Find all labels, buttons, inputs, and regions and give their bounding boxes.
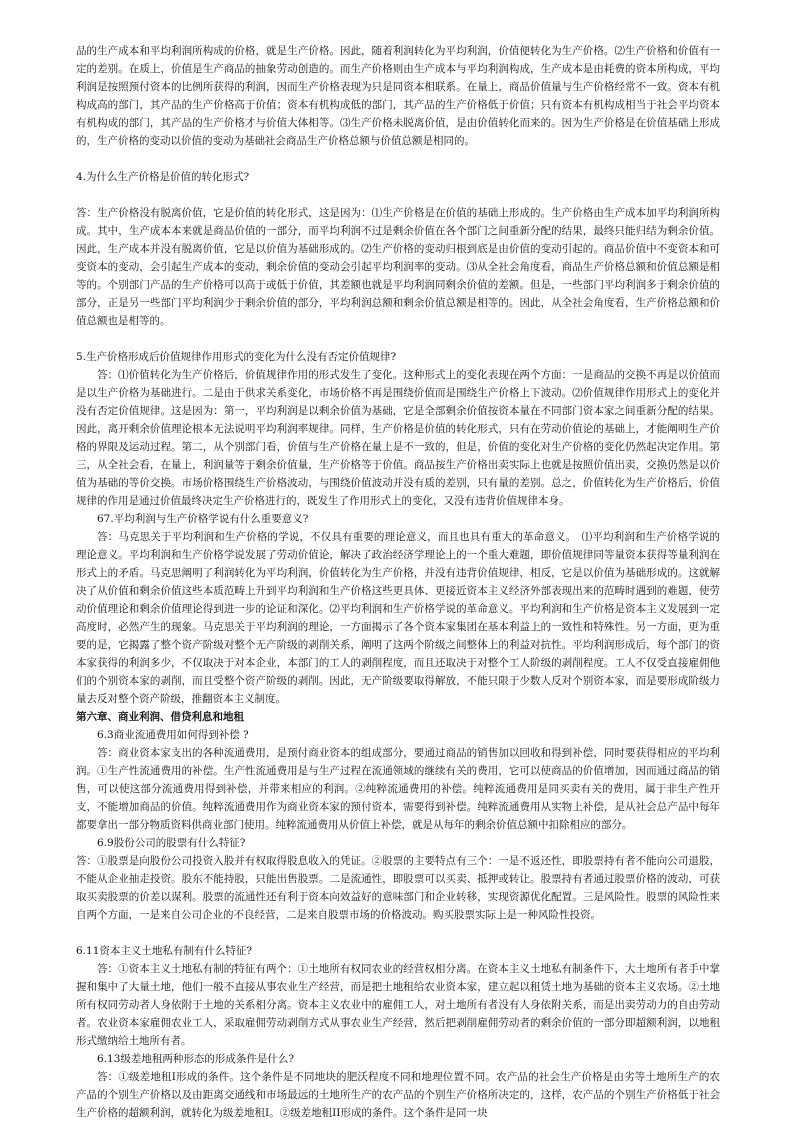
answer-6-13-paragraph: 答：①级差地租I形成的条件。这个条件是不同地块的肥沃程度不同和地理位置不同。农产品的社会生产价格是由劣等土地所生产的农产品的个别生产价格以及由距离交通线和市场最远的土地所生产的农产品的个别生产价格所决定的，这样，农产品的个别生产价格低于社会生产价格的超额利润，就转化为级差地租I。②级差地租II形成的条件。这个条件是同一块 xyxy=(76,1071,720,1119)
answer-6-9-paragraph: 答：①股票是向股份公司投资入股并有权取得股息收入的凭证。②股票的主要特点有三个：一是不返还性，即股票持有者不能向公司退股，不能从企业抽走投资。股东不能持股，只能出售股票。二是流通性，即股票可以买卖、抵押或转让。股票持有者通过股票价格的波动，可获取买卖股票的价差以谋利。股票的流通性还有利于资本向效益好的意味部门和企业转移，实现资源优化配置。三是风险性。股票的风险性来自两个方面，一是来自公司企业的不良经营，二是来自股票市场的价格波动。购买股票实际上是一种风险性投资。 xyxy=(76,855,720,921)
spacer xyxy=(76,924,720,942)
question-6-11-heading: 6.11资本主义土地私有制有什么特征? xyxy=(76,945,253,957)
question-67-heading: 67.平均利润与生产价格学说有什么重要意义? xyxy=(97,513,309,525)
spacer xyxy=(76,330,720,348)
answer-6-11-paragraph: 答：①资本主义土地私有制的特征有两个：①土地所有权同农业的经营权相分离。在资本主义土地私有制条件下，大土地所有者手中掌握和集中了大量土地，他们一般不直接从事农业生产经营，而是把土地租给农业资本家，建立起以租赁土地为基础的资本主义农场。②土地所有权同劳动者人身依附于土地的关系相分离。资本主义农业中的雇佣工人，对土地所有者没有人身依附关系，而是出卖劳动力的自由劳动者。农业资本家雇佣农业工人，采取雇佣劳动剥削方式从事农业生产经营，然后把剥削雇佣劳动者的剩余价值的一部分即超额利润，以地租形式缴纳给土地所有者。 xyxy=(76,963,720,1047)
spacer xyxy=(76,150,720,168)
question-6-9-heading: 6.9股份公司的股票有什么特征? xyxy=(97,837,246,849)
answer-4-paragraph: 答：生产价格没有脱离价值，它是价值的转化形式，这是因为：⑴生产价格是在价值的基础上形成的。生产价格由生产成本加平均利润所构成。其中，生产成本本来就是商品价值的一部分，而平均利润不过是剩余价值在各个部门之间重新分配的结果，最终只能归结为剩余价值。因此，生产成本并没有脱离价值，它是以价值为基础形成的。⑵生产价格的变动归根到底是由价值的变动引起的。商品价值中不变资本和可变资本的变动，会引起生产成本的变动，剩余价值的变动会引起平均利润率的变动。⑶从全社会角度看，商品生产价格总额和价值总额是相等的。个别部门产品的生产价格可以高于或低于价值，其差额也就是平均利润同剩余价值的差额。但是，一些部门平均利润多于剩余价值的部分，正是另一些部门平均利润少于剩余价值的部分，平均利润总额和剩余价值总额是相等的。因此，从全社会角度看，生产价格总额和价值总额也是相等的。 xyxy=(76,207,720,327)
spacer xyxy=(76,186,720,204)
chapter-6-title: 第六章、商业利润、借贷利息和地租 xyxy=(76,711,244,723)
question-5-heading: 5.生产价格形成后价值规律作用形式的变化为什么没有否定价值规律? xyxy=(76,351,397,363)
answer-6-3-paragraph: 答：商业资本家支出的各种流通费用，是预付商业资本的组成部分，要通过商品的销售加以回收和得到补偿，同时要获得相应的平均利润。①生产性流通费用的补偿。生产性流通费用是与生产过程在流通领域的继续有关的费用，它可以使商品的价值增加，因而通过商品的销售，可以使这部分流通费用得到补偿，并带来相应的利润。②纯粹流通费用的补偿。纯粹流通费用是同买卖有关的费用，属于非生产性开支，不能增加商品的价值。纯粹流通费用作为商业资本家的预付资本，需要得到补偿。纯粹流通费用从实物上补偿，是从社会总产品中每年都要拿出一部分物质资料供商业部门使用。纯粹流通费用从价值上补偿，就是从每年的剩余价值总额中扣除相应的部分。 xyxy=(76,747,720,831)
paragraph-production-price-difference: 品的生产成本和平均利润所构成的价格，就是生产价格。因此，随着利润转化为平均利润，价值便转化为生产价格。⑵生产价格和价值有一定的差别。在质上，价值是生产商品的抽象劳动创造的。而生产价格则由生产成本与平均利润构成，生产成本是由耗费的资本所构成，平均利润是按照预付资本的比例所获得的利润，因而生产价格表现为只是同资本相联系。在量上，商品价值量与生产价格经常不一致。资本有机构成高的部门，其产品的生产价格高于价值；资本有机构成低的部门，其产品的生产价格低于价值；只有资本有机构成相当于社会平均资本有机构成的部门，其产品的生产价格才与价值大体相等。⑶生产价格未脱离价值，是由价值转化而来的。因为生产价格是在价值基础上形成的，生产价格的变动以价值的变动为基础社会商品生产价格总额与价值总额是相同的。 xyxy=(76,45,720,147)
answer-5-paragraph: 答：⑴价值转化为生产价格后，价值规律作用的形式发生了变化。这种形式上的变化表现在两个方面：一是商品的交换不再是以价值而是以生产价格为基础进行。二是由于供求关系变化，市场价格不再是围绕价值而是围绕生产价格上下波动。⑵价值规律作用形式上的变化并没有否定价值规律。这是因为：第一，平均利润是以剩余价值为基础，它是全部剩余价值按资本量在不同部门资本家之间重新分配的结果。因此，离开剩余价值理论根本无法说明平均利润率规律。同样，生产价格是价值的转化形式，只有在劳动价值论的基础上，才能阐明生产价格的界限及运动过程。第二，从个别部门看，价值与生产价格在量上是不一致的，但是，价值的变化对生产价格的变化仍然起决定作用。第三，从全社会看，在量上，利润量等于剩余价值量，生产价格等于价值。商品按生产价格出卖实际上也就是按照价值出卖，交换仍然是以价值为基础的等价交换。市场价格围绕生产价格波动，与围绕价值波动并没有质的差别，只有量的差别。总之，价值转化为生产价格后，价值规律的作用是通过价值最终决定生产价格进行的，既发生了作用形式上的变化，又没有违背价值规律本身。 xyxy=(76,369,720,507)
question-4-heading: 4.为什么生产价格是价值的转化形式? xyxy=(76,171,250,183)
answer-67-paragraph: 答：马克思关于平均利润和生产价格的学说，不仅具有重要的理论意义，而且也具有重大的革命意义。 ⑴平均利润和生产价格学说的理论意义。平均利润和生产价格学说发展了劳动价值论，解决了政治经济学理论上的一个重大难题，即价值规律同等量资本获得等量利润在形式上的矛盾。马克思阐明了利润转化为平均利润，价值转化为生产价格，并没有违背价值规律，相反，它是以价值为基础形成的。这就解决了从价值和剩余价值这些本质范畴上升到平均利润和生产价格这些更具体、更接近资本主义经济外部表现出来的范畴时遇到的难题，使劳动价值理论和剩余价值理论得到进一步的论证和深化。⑵平均利润和生产价格学说的革命意义。平均利润和生产价格是资本主义发展到一定高度时，必然产生的现象。马克思关于平均利润的理论，一方面揭示了各个资本家集团在基本利益上的一致性和特殊性。另一方面，更为重要的是，它揭露了整个资产阶级对整个无产阶级的剥削关系，阐明了这两个阶级之间整体上的利益对抗性。平均利润形成后，每个部门的资本家获得的利润多少，不仅取决于对本企业，本部门的工人的剥削程度，而且还取决于对整个工人阶级的剥削程度。工人不仅受直接雇佣他们的个别资本家的剥削，而且受整个资产阶级的剥削。因此，无产阶级要取得解放，不能只限于少数人反对个别资本家，而是要形成阶级力量去反对整个资产阶级，推翻资本主义制度。 xyxy=(76,531,720,705)
question-6-13-heading: 6.13级差地租两种形态的形成条件是什么? xyxy=(97,1053,295,1065)
question-6-3-heading: 6.3商业流通费用如何得到补偿 ? xyxy=(97,729,249,741)
